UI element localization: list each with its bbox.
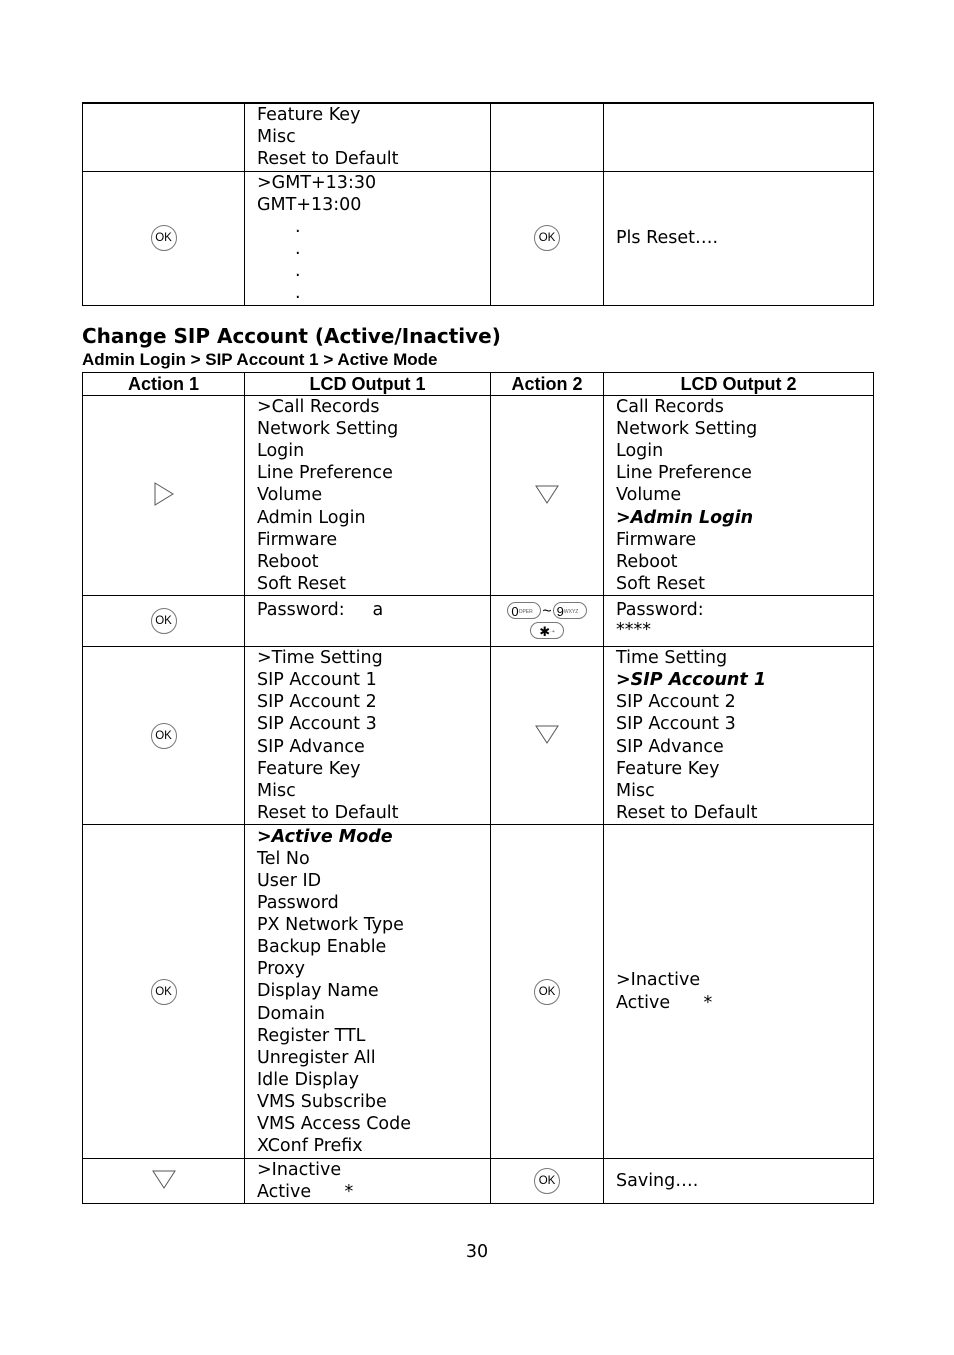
- lcd-line: Unregister All: [257, 1047, 376, 1068]
- ok-button-icon: OK: [534, 1168, 560, 1194]
- lcd-line: Idle Display: [257, 1069, 359, 1090]
- ok-button-icon: OK: [151, 979, 177, 1005]
- action1-cell: [83, 171, 245, 305]
- ok-button-icon: OK: [151, 225, 177, 251]
- lcd-line: SIP Account 2: [257, 692, 377, 713]
- down-arrow-icon: [151, 1168, 177, 1190]
- lcd-output2-cell: [604, 825, 874, 1159]
- lcd-line: Proxy: [257, 959, 305, 980]
- lcd-line: SIP Account 3: [616, 714, 736, 735]
- ok-button-icon: OK: [151, 723, 177, 749]
- action1-cell: [83, 825, 245, 1159]
- lcd-output1-cell: [245, 596, 491, 647]
- right-arrow-icon: [153, 481, 175, 507]
- lcd-line: .: [295, 260, 301, 281]
- lcd-line: VMS Access Code: [257, 1114, 412, 1135]
- lcd-line: Network Setting: [616, 419, 758, 440]
- lcd-output2-cell: [604, 1159, 874, 1204]
- lcd-line: Line Preference: [257, 463, 393, 484]
- lcd-line-selected: >Active Mode: [257, 826, 393, 847]
- lcd-output2-cell: [604, 171, 874, 305]
- lcd-line: ****: [616, 620, 651, 640]
- lcd-output1-cell: [245, 647, 491, 825]
- lcd-line: VMS Subscribe: [257, 1091, 387, 1112]
- lcd-line: Soft Reset: [257, 573, 346, 594]
- lcd-line: Network Setting: [257, 419, 399, 440]
- column-header: Action 2: [491, 373, 604, 396]
- action2-cell: [491, 825, 604, 1159]
- lcd-line: Password: a: [257, 600, 384, 620]
- action2-cell: [491, 596, 604, 647]
- lcd-line: Register TTL: [257, 1025, 366, 1046]
- lcd-line-selected: >SIP Account 1: [616, 670, 767, 691]
- keypad-keys-icon: [507, 602, 586, 640]
- lcd-output2-cell: [604, 647, 874, 825]
- lcd-line: >GMT+13:30: [257, 172, 377, 193]
- lcd-line-selected: >Admin Login: [616, 507, 754, 528]
- lcd-line: SIP Account 3: [257, 714, 377, 735]
- lcd-line: Misc: [616, 780, 655, 801]
- sip-account-table: [82, 372, 874, 1204]
- lcd-line: Admin Login: [257, 507, 366, 528]
- top-menu-table: [82, 102, 874, 306]
- lcd-output1-cell: [245, 396, 491, 596]
- lcd-line: Saving….: [616, 1171, 699, 1192]
- table-row: [83, 596, 874, 647]
- lcd-line: Domain: [257, 1003, 325, 1024]
- key-star-icon: ✱·+: [530, 622, 564, 639]
- down-arrow-icon: [534, 483, 560, 505]
- lcd-line: Tel No: [257, 848, 310, 869]
- ok-button-icon: OK: [534, 225, 560, 251]
- lcd-line: Active *: [257, 1182, 354, 1203]
- action1-cell: [83, 103, 245, 171]
- down-arrow-icon: [534, 723, 560, 745]
- lcd-line: Line Preference: [616, 463, 752, 484]
- lcd-line: Login: [616, 441, 664, 462]
- lcd-output2-cell: [604, 596, 874, 647]
- column-header: LCD Output 1: [245, 373, 491, 396]
- lcd-line: Firmware: [257, 529, 338, 550]
- lcd-line: User ID: [257, 870, 322, 891]
- column-header: Action 1: [83, 373, 245, 396]
- lcd-line: Password: [257, 893, 339, 914]
- action2-cell: [491, 1159, 604, 1204]
- lcd-line: Backup Enable: [257, 937, 387, 958]
- lcd-line: >Time Setting: [257, 648, 383, 669]
- lcd-line: Reset to Default: [616, 802, 758, 823]
- lcd-line: SIP Account 2: [616, 692, 736, 713]
- lcd-line: Misc: [257, 127, 296, 148]
- lcd-line: Time Setting: [616, 648, 728, 669]
- lcd-line: >Inactive: [257, 1160, 342, 1180]
- lcd-line: Active *: [616, 992, 713, 1013]
- lcd-line: Feature Key: [257, 105, 361, 125]
- table-row: [83, 396, 874, 596]
- lcd-line: Feature Key: [257, 758, 361, 779]
- lcd-output1-cell: [245, 1159, 491, 1204]
- action1-cell: [83, 1159, 245, 1204]
- key-0-icon: 0OPER: [507, 602, 541, 619]
- lcd-line: Feature Key: [616, 758, 720, 779]
- page-number: 30: [465, 1242, 489, 1262]
- lcd-line: Reset to Default: [257, 802, 399, 823]
- lcd-line: >Call Records: [257, 397, 380, 418]
- table-row: [83, 171, 874, 305]
- lcd-line: .: [295, 238, 301, 259]
- lcd-line: Password:: [616, 600, 704, 620]
- lcd-line: SIP Advance: [257, 736, 365, 757]
- lcd-line: Pls Reset….: [616, 227, 719, 248]
- lcd-output1-cell: [245, 171, 491, 305]
- lcd-line: Reboot: [616, 551, 678, 572]
- action1-cell: [83, 596, 245, 647]
- action2-cell: [491, 103, 604, 171]
- lcd-line: Firmware: [616, 529, 697, 550]
- lcd-line: PX Network Type: [257, 915, 404, 936]
- table-row: [83, 825, 874, 1159]
- lcd-line: Soft Reset: [616, 573, 705, 594]
- action1-cell: [83, 647, 245, 825]
- lcd-output2-cell: [604, 103, 874, 171]
- lcd-line: XConf Prefix: [257, 1136, 363, 1157]
- lcd-line: .: [295, 282, 301, 303]
- table-row: [83, 1159, 874, 1204]
- lcd-line: Reboot: [257, 551, 319, 572]
- breadcrumb: Admin Login > SIP Account 1 > Active Mode: [82, 350, 438, 369]
- action2-cell: [491, 171, 604, 305]
- action1-cell: [83, 396, 245, 596]
- section-title: Change SIP Account (Active/Inactive): [82, 324, 501, 348]
- key-9-icon: 9WXYZ: [553, 602, 587, 619]
- lcd-line: Misc: [257, 780, 296, 801]
- action2-cell: [491, 396, 604, 596]
- lcd-line: GMT+13:00: [257, 194, 362, 215]
- action2-cell: [491, 647, 604, 825]
- lcd-line: Call Records: [616, 397, 724, 418]
- lcd-line: Volume: [257, 485, 323, 506]
- column-header: LCD Output 2: [604, 373, 874, 396]
- lcd-line: Volume: [616, 485, 682, 506]
- lcd-line: >Inactive: [616, 970, 701, 991]
- lcd-output1-cell: [245, 825, 491, 1159]
- table-header-row: [83, 373, 874, 396]
- lcd-line: Login: [257, 441, 305, 462]
- table-row: [83, 647, 874, 825]
- lcd-output2-cell: [604, 396, 874, 596]
- range-separator: ~: [542, 603, 552, 620]
- ok-button-icon: OK: [534, 979, 560, 1005]
- lcd-line: SIP Account 1: [257, 670, 377, 691]
- table-row: [83, 103, 874, 171]
- lcd-line: Reset to Default: [257, 149, 399, 170]
- lcd-line: SIP Advance: [616, 736, 724, 757]
- lcd-line: .: [295, 216, 301, 237]
- lcd-output1-cell: [245, 103, 491, 171]
- ok-button-icon: OK: [151, 608, 177, 634]
- lcd-line: Display Name: [257, 981, 379, 1002]
